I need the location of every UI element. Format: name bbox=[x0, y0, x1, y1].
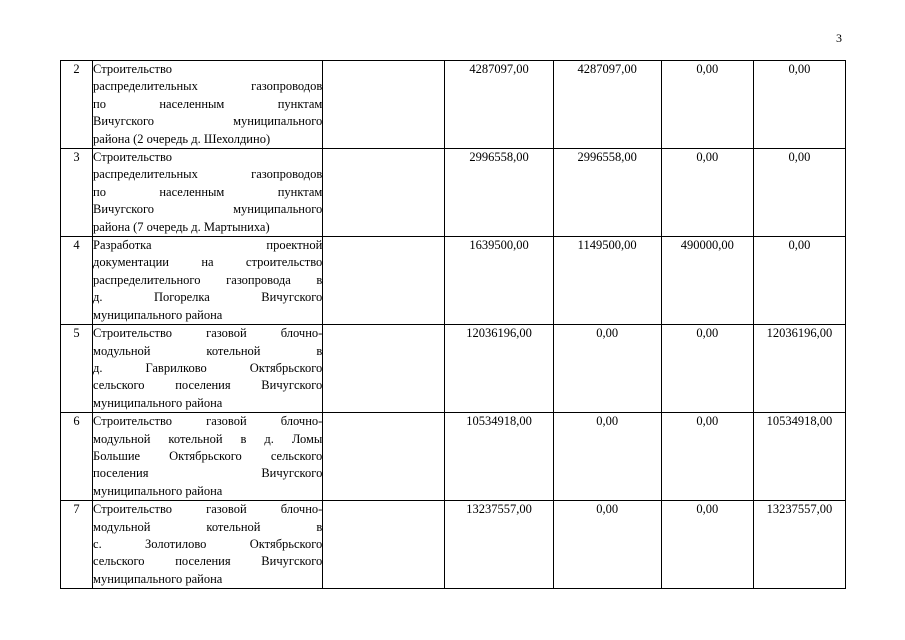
project-name-line: по населенным пунктам bbox=[93, 184, 323, 199]
project-name-line: распределительных газопроводов bbox=[93, 167, 323, 182]
amount-cell-1: 1149500,00 bbox=[553, 237, 661, 325]
row-number-cell: 2 bbox=[61, 61, 93, 149]
project-name-line: Строительство bbox=[93, 150, 173, 165]
project-name-line: с. Золотилово Октябрьского bbox=[93, 536, 323, 551]
project-name-cell bbox=[93, 501, 323, 589]
row-number-cell: 3 bbox=[61, 149, 93, 237]
project-name-line: по населенным пунктам bbox=[93, 96, 323, 111]
table-row bbox=[61, 237, 846, 325]
project-name-line: Строительство газовой блочно- bbox=[93, 326, 323, 341]
row-number-cell: 6 bbox=[61, 413, 93, 501]
row-number-cell: 7 bbox=[61, 501, 93, 589]
amount-cell-1: 4287097,00 bbox=[553, 61, 661, 149]
empty-cell bbox=[323, 237, 445, 325]
table-row bbox=[61, 413, 846, 501]
amount-cell-3: 0,00 bbox=[753, 149, 845, 237]
project-name-line: сельского поселения Вичугского bbox=[93, 378, 323, 393]
table-row bbox=[61, 61, 846, 149]
project-name-cell bbox=[93, 325, 323, 413]
budget-table bbox=[60, 60, 846, 589]
project-name-cell bbox=[93, 149, 323, 237]
table-row bbox=[61, 501, 846, 589]
project-name-line: Разработка проектной bbox=[93, 238, 323, 253]
table-row bbox=[61, 325, 846, 413]
project-name-line: муниципального района bbox=[93, 483, 223, 498]
amount-cell-1: 0,00 bbox=[553, 413, 661, 501]
table-body bbox=[61, 61, 846, 589]
project-name-line: распределительных газопроводов bbox=[93, 79, 323, 94]
amount-cell-2: 490000,00 bbox=[661, 237, 753, 325]
project-name-line: муниципального района bbox=[93, 571, 223, 586]
amount-cell-2: 0,00 bbox=[661, 149, 753, 237]
project-name-line: Большие Октябрьского сельского bbox=[93, 448, 323, 463]
project-name-line: модульной котельной в д. Ломы bbox=[93, 431, 323, 446]
total-amount-cell: 12036196,00 bbox=[445, 325, 553, 413]
project-name-line: Вичугского муниципального bbox=[93, 114, 323, 129]
row-number-cell: 4 bbox=[61, 237, 93, 325]
empty-cell bbox=[323, 61, 445, 149]
page-number: 3 bbox=[836, 31, 842, 45]
amount-cell-3: 0,00 bbox=[753, 237, 845, 325]
project-name-line: Строительство bbox=[93, 62, 173, 76]
amount-cell-3: 12036196,00 bbox=[753, 325, 845, 413]
project-name-line: модульной котельной в bbox=[93, 343, 323, 358]
project-name-line: распределительного газопровода в bbox=[93, 272, 323, 287]
amount-cell-1: 0,00 bbox=[553, 325, 661, 413]
total-amount-cell: 13237557,00 bbox=[445, 501, 553, 589]
project-name-line: д. Погорелка Вичугского bbox=[93, 290, 323, 305]
project-name-line: поселения Вичугского bbox=[93, 466, 323, 481]
project-name-line: Вичугского муниципального bbox=[93, 202, 323, 217]
amount-cell-2: 0,00 bbox=[661, 413, 753, 501]
total-amount-cell: 2996558,00 bbox=[445, 149, 553, 237]
project-name-line: муниципального района bbox=[93, 307, 223, 322]
project-name-line: сельского поселения Вичугского bbox=[93, 554, 323, 569]
project-name-line: Строительство газовой блочно- bbox=[93, 414, 323, 429]
project-name-cell bbox=[93, 61, 323, 149]
project-name-line: района (7 очередь д. Мартыниха) bbox=[93, 219, 270, 234]
project-name-line: документации на строительство bbox=[93, 255, 323, 270]
amount-cell-1: 0,00 bbox=[553, 501, 661, 589]
project-name-line: Строительство газовой блочно- bbox=[93, 502, 323, 517]
total-amount-cell: 10534918,00 bbox=[445, 413, 553, 501]
amount-cell-3: 0,00 bbox=[753, 61, 845, 149]
amount-cell-2: 0,00 bbox=[661, 325, 753, 413]
empty-cell bbox=[323, 149, 445, 237]
empty-cell bbox=[323, 501, 445, 589]
table-row bbox=[61, 149, 846, 237]
total-amount-cell: 4287097,00 bbox=[445, 61, 553, 149]
empty-cell bbox=[323, 325, 445, 413]
project-name-cell bbox=[93, 413, 323, 501]
amount-cell-3: 13237557,00 bbox=[753, 501, 845, 589]
amount-cell-2: 0,00 bbox=[661, 61, 753, 149]
project-name-line: д. Гаврилково Октябрьского bbox=[93, 360, 323, 375]
amount-cell-1: 2996558,00 bbox=[553, 149, 661, 237]
project-name-line: модульной котельной в bbox=[93, 519, 323, 534]
amount-cell-3: 10534918,00 bbox=[753, 413, 845, 501]
project-name-line: муниципального района bbox=[93, 395, 223, 410]
project-name-cell bbox=[93, 237, 323, 325]
project-name-line: района (2 очередь д. Шехолдино) bbox=[93, 131, 271, 146]
amount-cell-2: 0,00 bbox=[661, 501, 753, 589]
empty-cell bbox=[323, 413, 445, 501]
row-number-cell: 5 bbox=[61, 325, 93, 413]
total-amount-cell: 1639500,00 bbox=[445, 237, 553, 325]
